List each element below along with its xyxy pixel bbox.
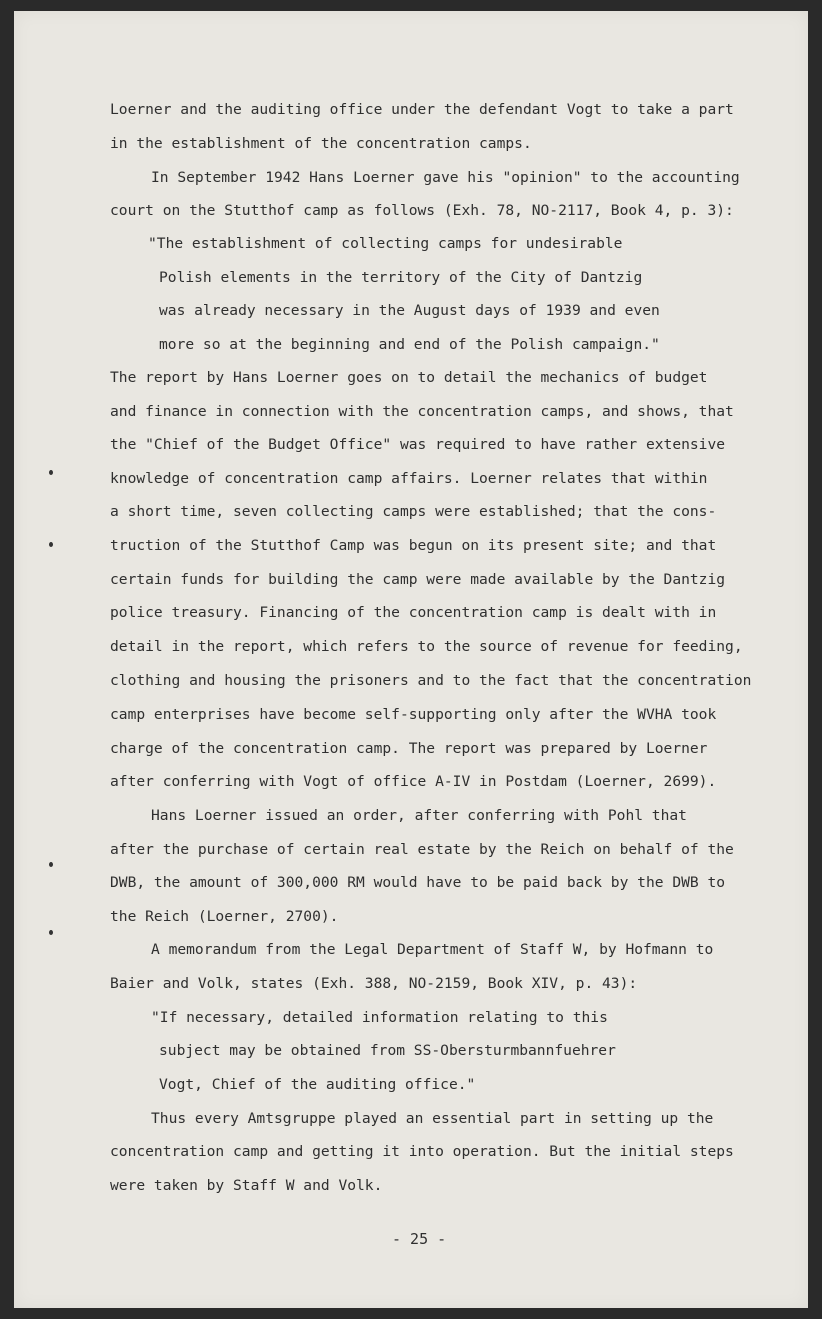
document-page xyxy=(14,11,808,1308)
text-line: court on the Stutthof camp as follows (Exh. 78, NO-2117, Book 4, p. 3): xyxy=(110,202,734,219)
margin-mark xyxy=(49,930,53,935)
margin-mark xyxy=(49,470,53,475)
quote-line: subject may be obtained from SS-Obersturmbannfuehrer xyxy=(159,1042,616,1059)
text-line: concentration camp and getting it into operation. But the initial steps xyxy=(110,1143,734,1160)
text-line: after the purchase of certain real estate by the Reich on behalf of the xyxy=(110,841,734,858)
text-line: after conferring with Vogt of office A-IV in Postdam (Loerner, 2699). xyxy=(110,773,717,790)
text-line: clothing and housing the prisoners and to the fact that the concentration xyxy=(110,672,752,689)
quote-line: Polish elements in the territory of the City of Dantzig xyxy=(159,269,643,286)
text-line: knowledge of concentration camp affairs. Loerner relates that within xyxy=(110,470,708,487)
text-line: Thus every Amtsgruppe played an essential part in setting up the xyxy=(151,1110,714,1127)
page-number: - 25 - xyxy=(392,1230,447,1248)
text-line: certain funds for building the camp were made available by the Dantzig xyxy=(110,571,726,588)
text-line: Baier and Volk, states (Exh. 388, NO-2159, Book XIV, p. 43): xyxy=(110,975,638,992)
margin-mark xyxy=(49,862,53,867)
text-line: were taken by Staff W and Volk. xyxy=(110,1177,383,1194)
text-line: a short time, seven collecting camps were established; that the cons- xyxy=(110,503,717,520)
text-line: charge of the concentration camp. The report was prepared by Loerner xyxy=(110,740,708,757)
text-line: and finance in connection with the concentration camps, and shows, that xyxy=(110,403,734,420)
text-line: Loerner and the auditing office under the defendant Vogt to take a part xyxy=(110,101,734,118)
text-line: police treasury. Financing of the concentration camp is dealt with in xyxy=(110,604,717,621)
text-line: camp enterprises have become self-supporting only after the WVHA took xyxy=(110,706,717,723)
text-line: in the establishment of the concentration camps. xyxy=(110,135,532,152)
quote-line: more so at the beginning and end of the Polish campaign." xyxy=(159,336,660,353)
quote-line: Vogt, Chief of the auditing office." xyxy=(159,1076,476,1093)
quote-line: was already necessary in the August days of 1939 and even xyxy=(159,302,660,319)
text-line: A memorandum from the Legal Department of Staff W, by Hofmann to xyxy=(151,941,714,958)
text-line: the "Chief of the Budget Office" was required to have rather extensive xyxy=(110,436,726,453)
quote-line: "If necessary, detailed information relating to this xyxy=(151,1009,608,1026)
text-line: DWB, the amount of 300,000 RM would have to be paid back by the DWB to xyxy=(110,874,726,891)
quote-line: "The establishment of collecting camps for undesirable xyxy=(148,235,623,252)
margin-mark xyxy=(49,542,53,547)
text-line: Hans Loerner issued an order, after conferring with Pohl that xyxy=(151,807,687,824)
text-line: detail in the report, which refers to the source of revenue for feeding, xyxy=(110,638,743,655)
text-line: The report by Hans Loerner goes on to detail the mechanics of budget xyxy=(110,369,708,386)
text-line: In September 1942 Hans Loerner gave his "opinion" to the accounting xyxy=(151,169,740,186)
text-line: truction of the Stutthof Camp was begun on its present site; and that xyxy=(110,537,717,554)
text-line: the Reich (Loerner, 2700). xyxy=(110,908,339,925)
